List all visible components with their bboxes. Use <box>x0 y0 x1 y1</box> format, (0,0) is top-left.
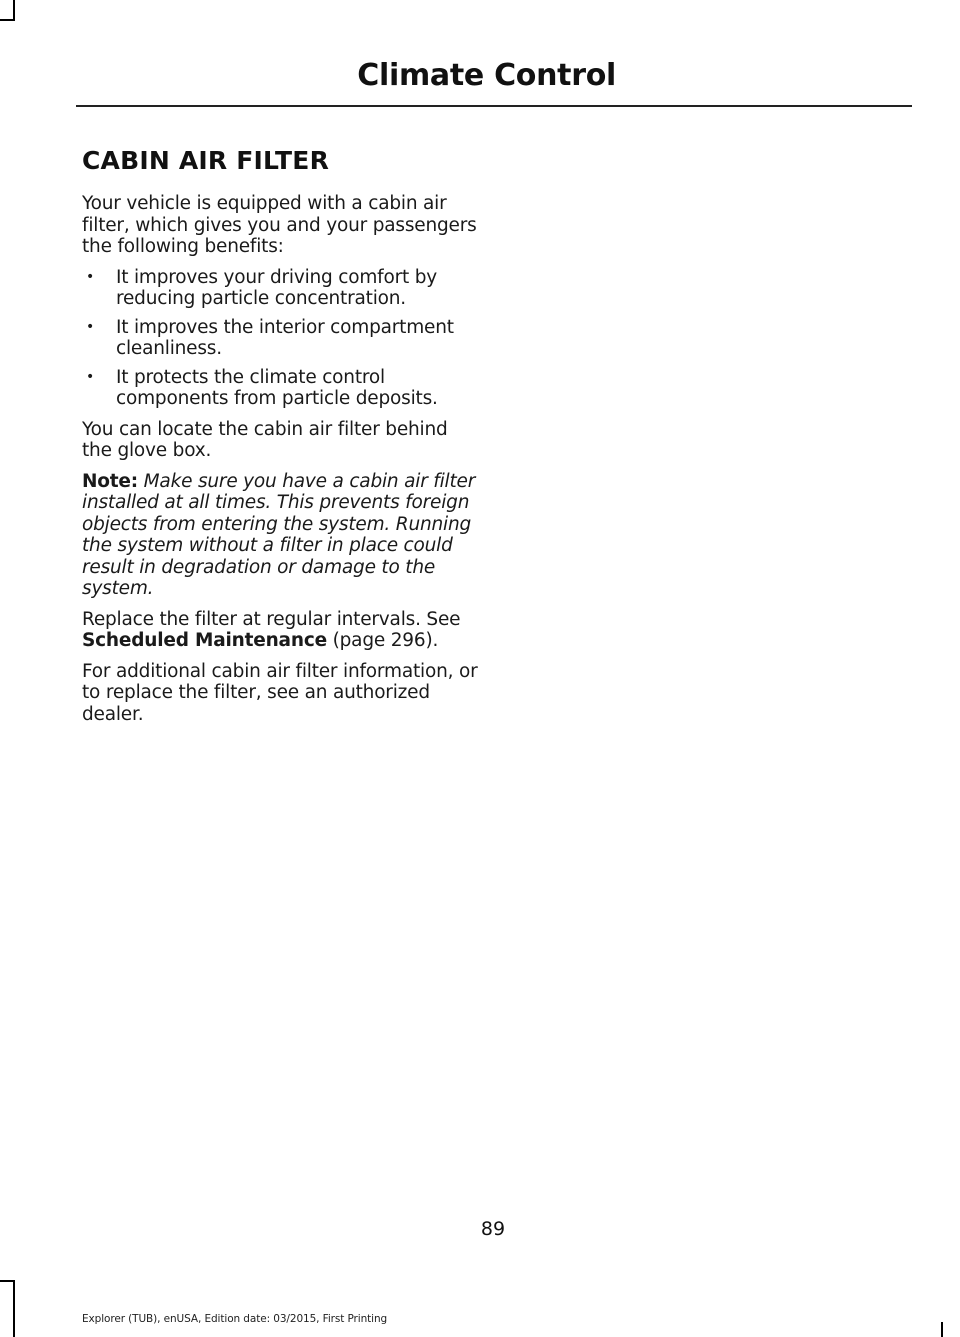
note-body: Make sure you have a cabin air filter installed at all times. This prevents foreign objects from entering the system. Running the system without a filter in place could result in degradation or damage to the system. <box>82 470 476 599</box>
benefits-list <box>82 267 482 410</box>
replace-suffix: (page 296). <box>332 630 439 651</box>
note-label: Note: <box>82 470 138 492</box>
list-item: • It protects the climate control components from particle deposits. <box>82 367 482 410</box>
crop-mark-top-left-horizontal <box>0 19 15 21</box>
replace-prefix: Replace the filter at regular intervals. See <box>82 608 461 630</box>
note-paragraph <box>82 471 482 600</box>
page-header-title: Climate Control <box>357 58 616 93</box>
section-title: CABIN AIR FILTER <box>82 146 330 175</box>
edition-footer: Explorer (TUB), enUSA, Edition date: 03/2015, First Printing <box>82 1313 388 1325</box>
scheduled-maintenance-link[interactable]: Scheduled Maintenance <box>82 630 327 651</box>
header-divider <box>76 105 912 107</box>
locate-paragraph: You can locate the cabin air filter behind the glove box. <box>82 418 448 461</box>
crop-mark-top-left-vertical <box>13 0 15 20</box>
replace-paragraph <box>82 609 482 652</box>
crop-mark-bottom-left-vertical <box>13 1280 15 1337</box>
crop-mark-bottom-left-horizontal <box>0 1280 15 1282</box>
list-item: • It improves the interior compartment cleanliness. <box>82 317 482 360</box>
list-item: • It improves your driving comfort by reducing particle concentration. <box>82 267 482 310</box>
page-number: 89 <box>480 1218 506 1240</box>
main-column <box>82 146 482 734</box>
intro-paragraph: Your vehicle is equipped with a cabin air filter, which gives you and your passengers the following benefits: <box>82 193 477 257</box>
crop-mark-bottom-right-vertical <box>941 1322 943 1337</box>
additional-paragraph: For additional cabin air filter information, or to replace the filter, see an authorized dealer. <box>82 660 478 725</box>
